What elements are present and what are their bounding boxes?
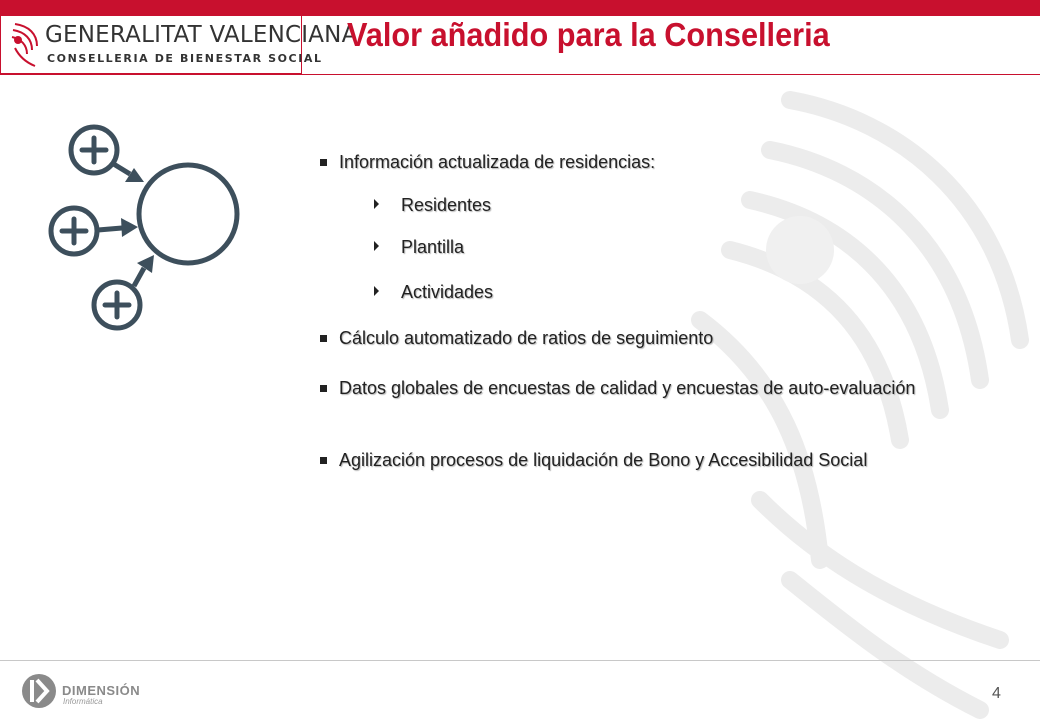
sub-bullet-text: Residentes xyxy=(401,195,492,215)
top-accent-bar xyxy=(0,0,1040,16)
footer-brand-sub: Informática xyxy=(63,697,103,706)
page-number: 4 xyxy=(992,685,1001,702)
bullet-text: Información actualizada de residencias: xyxy=(339,152,656,172)
bullet-item xyxy=(316,449,929,471)
sub-bullet-item xyxy=(374,194,491,216)
bullet-square-icon xyxy=(320,335,327,342)
bullet-item xyxy=(316,151,939,173)
generalitat-logo xyxy=(0,16,358,74)
footer-divider xyxy=(0,660,1040,661)
bullet-square-icon xyxy=(320,457,327,464)
sub-bullet-item xyxy=(374,281,493,303)
bullet-square-icon xyxy=(320,385,327,392)
bullet-square-icon xyxy=(320,159,327,166)
slide-title: Valor añadido para la Conselleria xyxy=(347,16,830,53)
sub-bullet-item xyxy=(374,236,464,258)
bullet-text: Agilización procesos de liquidación de Bono y Accesibilidad Social xyxy=(339,450,868,470)
header-divider xyxy=(0,74,1040,75)
logo-subtitle: CONSELLERIA DE BIENESTAR SOCIAL xyxy=(47,52,323,65)
bullet-text: Cálculo automatizado de ratios de seguimiento xyxy=(339,328,714,348)
bullet-text: Datos globales de encuestas de calidad y encuestas de auto-evaluación xyxy=(339,378,916,398)
sub-bullet-arrow-icon xyxy=(374,241,379,251)
sub-bullet-arrow-icon xyxy=(374,199,379,209)
central-circle xyxy=(139,165,237,263)
logo-title: GENERALITAT VALENCIANA xyxy=(45,22,358,48)
value-added-diagram xyxy=(40,110,250,340)
dimension-logo-icon xyxy=(20,670,60,712)
bullet-item xyxy=(316,327,939,349)
footer-brand: DIMENSIÓN xyxy=(62,683,141,698)
bullet-item xyxy=(316,377,939,399)
sub-bullet-text: Plantilla xyxy=(401,237,465,257)
watermark-bat-emblem xyxy=(640,80,1040,720)
sub-bullet-text: Actividades xyxy=(401,282,494,302)
generalitat-bat-logo-icon xyxy=(9,20,41,70)
arrow-icon xyxy=(121,218,138,237)
sub-bullet-arrow-icon xyxy=(374,286,379,296)
